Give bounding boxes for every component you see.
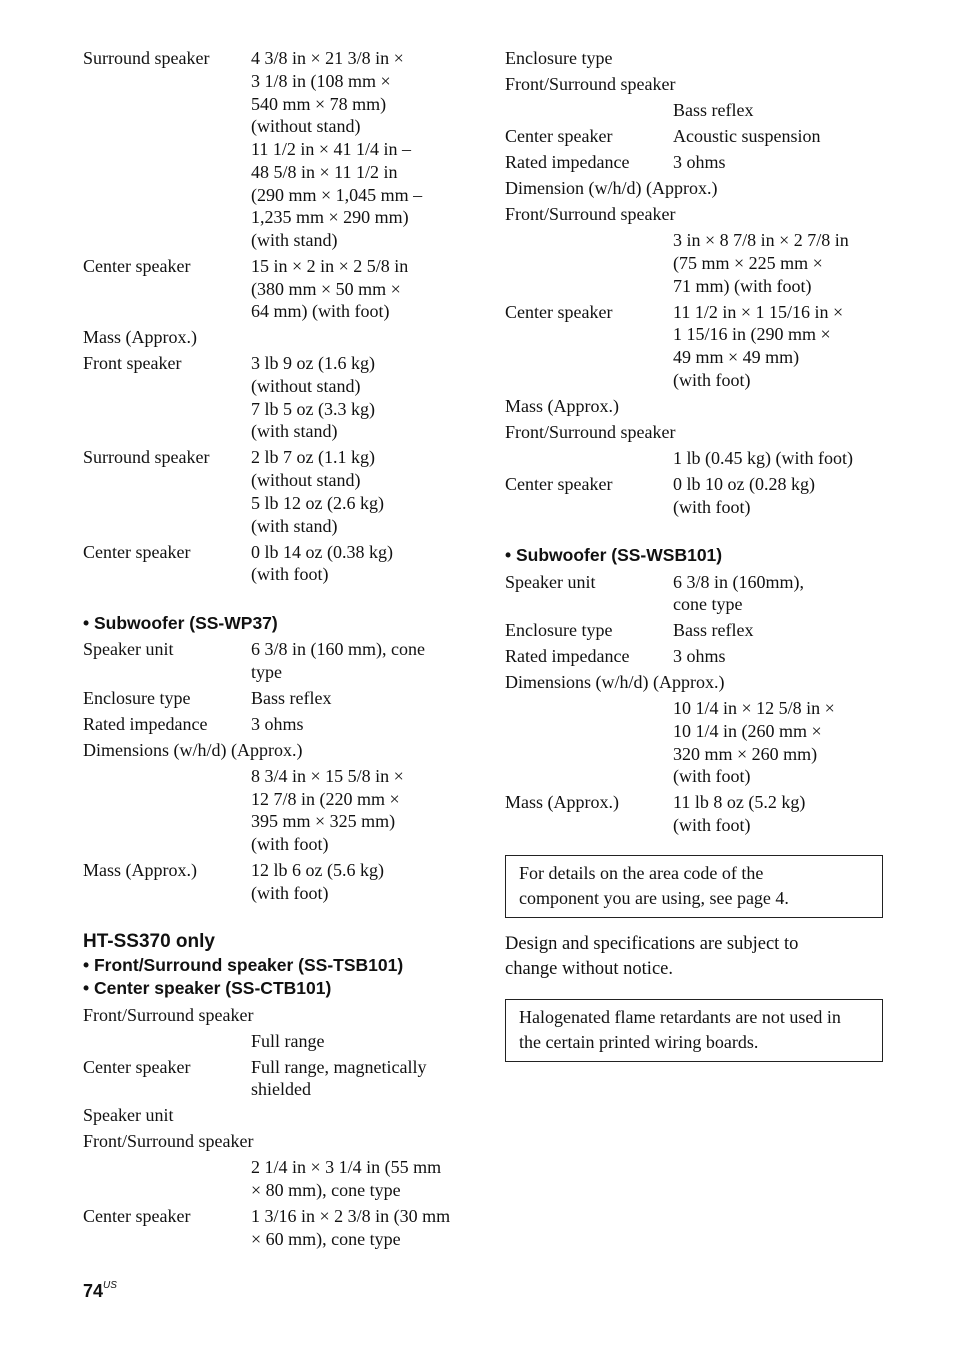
spec-value-line: 6 3/8 in (160mm), bbox=[673, 571, 804, 592]
spec-value-line: 71 mm) (with foot) bbox=[673, 275, 812, 296]
spec-label: Rated impedance bbox=[83, 713, 208, 734]
spec-label: Mass (Approx.) bbox=[83, 860, 197, 881]
spec-value-line: (with stand) bbox=[251, 421, 338, 442]
ht-ss370-heading: HT-SS370 only bbox=[83, 931, 215, 953]
spec-value-line: 10 1/4 in (260 mm × bbox=[673, 720, 822, 741]
spec-label: Rated impedance bbox=[505, 152, 630, 173]
spec-value-line: (with foot) bbox=[251, 834, 329, 855]
spec-value-line: (with stand) bbox=[251, 515, 338, 536]
front-surround-enclosure-value: Bass reflex bbox=[673, 100, 754, 121]
spec-value-line: (without stand) bbox=[251, 470, 361, 491]
spec-value bbox=[251, 859, 478, 904]
spec-value-line: (with foot) bbox=[251, 564, 329, 585]
front-surround-header: Front/Surround speaker bbox=[505, 74, 676, 95]
left-column bbox=[83, 44, 478, 1251]
spec-value bbox=[251, 1205, 478, 1250]
spec-value: 3 ohms bbox=[251, 713, 304, 734]
spec-label: Speaker unit bbox=[83, 639, 174, 660]
spec-value-line: cone type bbox=[673, 594, 743, 615]
page-number bbox=[83, 1281, 117, 1302]
spec-label: Front speaker bbox=[83, 353, 182, 374]
spec-value-line: (without stand) bbox=[251, 116, 361, 137]
wp37-dimensions-header: Dimensions (w/h/d) (Approx.) bbox=[83, 739, 303, 760]
spec-value-line: 1 15/16 in (290 mm × bbox=[673, 324, 831, 345]
spec-value-line: 12 7/8 in (220 mm × bbox=[251, 788, 400, 809]
note-line: the certain printed wiring boards. bbox=[519, 1031, 759, 1052]
right-column bbox=[505, 44, 895, 1062]
spec-value: Acoustic suspension bbox=[673, 126, 821, 147]
spec-wsb101-mass bbox=[505, 791, 895, 836]
spec-value-line: 8 3/4 in × 15 5/8 in × bbox=[251, 765, 404, 786]
spec-value bbox=[251, 541, 478, 586]
spec-value bbox=[673, 473, 895, 518]
spec-label: Center speaker bbox=[505, 126, 613, 147]
spec-value bbox=[251, 446, 478, 537]
spec-value-line: (without stand) bbox=[251, 376, 361, 397]
spec-value bbox=[673, 571, 895, 616]
spec-value-line: 3 lb 9 oz (1.6 kg) bbox=[251, 353, 375, 374]
spec-value-line: 10 1/4 in × 12 5/8 in × bbox=[673, 698, 835, 719]
notice-line: Design and specifications are subject to bbox=[505, 933, 799, 954]
front-surround-unit-value bbox=[83, 1156, 478, 1201]
spec-value: Bass reflex bbox=[251, 687, 332, 708]
section-spacer bbox=[505, 837, 895, 855]
spec-value-line: (with foot) bbox=[673, 766, 751, 787]
spec-value-line: 2 1/4 in × 3 1/4 in (55 mm bbox=[251, 1157, 442, 1178]
front-surround-header: Front/Surround speaker bbox=[83, 1004, 254, 1025]
section-spacer bbox=[505, 982, 895, 999]
spec-value bbox=[673, 301, 895, 392]
spec-value-line: 6 3/8 in (160 mm), cone bbox=[251, 639, 425, 660]
spec-value-line: (290 mm × 1,045 mm – bbox=[251, 184, 423, 205]
spec-center-dimension bbox=[505, 301, 895, 392]
spec-value bbox=[251, 638, 478, 683]
mass-header: Mass (Approx.) bbox=[83, 327, 197, 348]
area-code-note-box bbox=[505, 855, 883, 918]
section-spacer bbox=[505, 918, 895, 932]
dimension-header: Dimension (w/h/d) (Approx.) bbox=[505, 178, 718, 199]
front-surround-type-value: Full range bbox=[251, 1030, 325, 1051]
spec-value-line: 64 mm) (with foot) bbox=[251, 301, 390, 322]
spec-value bbox=[673, 791, 895, 836]
wsb101-dimensions-value bbox=[505, 697, 895, 788]
spec-value-line: type bbox=[251, 661, 282, 682]
spec-front-speaker-mass bbox=[83, 352, 478, 443]
spec-value bbox=[251, 1056, 478, 1101]
spec-center-enclosure bbox=[505, 125, 895, 148]
spec-value-line: 11 1/2 in × 41 1/4 in – bbox=[251, 139, 411, 160]
spec-value-line: 5 lb 12 oz (2.6 kg) bbox=[251, 492, 384, 513]
spec-label: Enclosure type bbox=[83, 687, 191, 708]
center-ss-ctb101-title: • Center speaker (SS-CTB101) bbox=[83, 978, 332, 999]
spec-value-line: (with foot) bbox=[673, 815, 751, 836]
spec-center-speaker-type bbox=[83, 1056, 478, 1101]
front-surround-mass-value: 1 lb (0.45 kg) (with foot) bbox=[673, 447, 853, 468]
spec-label: Mass (Approx.) bbox=[505, 792, 619, 813]
spec-value-line: 1,235 mm × 290 mm) bbox=[251, 207, 409, 228]
spec-value: 3 ohms bbox=[673, 646, 726, 667]
spec-wp37-enclosure bbox=[83, 687, 478, 710]
note-line: component you are using, see page 4. bbox=[519, 887, 789, 908]
spec-value-line: (75 mm × 225 mm × bbox=[673, 253, 823, 273]
spec-value-line: 0 lb 10 oz (0.28 kg) bbox=[673, 473, 815, 494]
front-surround-ss-tsb101-title: • Front/Surround speaker (SS-TSB101) bbox=[83, 955, 404, 976]
spec-value-line: 11 lb 8 oz (5.2 kg) bbox=[673, 792, 806, 813]
spec-value-line: 11 1/2 in × 1 15/16 in × bbox=[673, 301, 844, 322]
spec-value-line: (with stand) bbox=[251, 229, 338, 250]
spec-wsb101-speaker-unit bbox=[505, 571, 895, 616]
halogen-note-box bbox=[505, 999, 883, 1062]
spec-value: 3 ohms bbox=[673, 152, 726, 173]
spec-label: Center speaker bbox=[83, 1056, 191, 1077]
spec-value bbox=[251, 255, 478, 323]
design-notice bbox=[505, 932, 895, 982]
spec-value-line: 48 5/8 in × 11 1/2 in bbox=[251, 161, 398, 182]
wp37-dimensions-value bbox=[83, 765, 478, 856]
spec-center-mass bbox=[505, 473, 895, 518]
spec-value: Bass reflex bbox=[673, 620, 754, 641]
section-spacer bbox=[83, 586, 478, 612]
spec-value bbox=[251, 352, 478, 443]
spec-surround-speaker-mass bbox=[83, 446, 478, 537]
spec-value-line: 0 lb 14 oz (0.38 kg) bbox=[251, 541, 393, 562]
spec-label: Center speaker bbox=[83, 1206, 191, 1227]
spec-value-line: 2 lb 7 oz (1.1 kg) bbox=[251, 447, 375, 468]
spec-value-line: (with foot) bbox=[673, 496, 751, 517]
note-line: For details on the area code of the bbox=[519, 862, 764, 883]
spec-value-line: × 60 mm), cone type bbox=[251, 1228, 401, 1249]
spec-wsb101-impedance bbox=[505, 645, 895, 668]
spec-label: Center speaker bbox=[505, 473, 613, 494]
page-number-value: 74 bbox=[83, 1281, 104, 1301]
spec-label: Center speaker bbox=[83, 541, 191, 562]
note-line: Halogenated flame retardants are not used in bbox=[519, 1006, 841, 1027]
spec-surround-speaker-dimensions bbox=[83, 47, 478, 251]
speaker-unit-header: Speaker unit bbox=[83, 1105, 174, 1126]
spec-center-speaker-unit bbox=[83, 1205, 478, 1250]
spec-value-line: 3 1/8 in (108 mm × bbox=[251, 71, 391, 91]
notice-line: change without notice. bbox=[505, 958, 673, 979]
spec-value-line: 320 mm × 260 mm) bbox=[673, 743, 818, 764]
spec-label: Enclosure type bbox=[505, 620, 613, 641]
spec-center-speaker-dimensions bbox=[83, 255, 478, 323]
spec-value-line: shielded bbox=[251, 1079, 311, 1100]
front-surround-header: Front/Surround speaker bbox=[83, 1131, 254, 1152]
page-region-suffix: US bbox=[103, 1280, 117, 1291]
front-surround-header: Front/Surround speaker bbox=[505, 204, 676, 225]
spec-value-line: 4 3/8 in × 21 3/8 in × bbox=[251, 48, 404, 69]
front-surround-header: Front/Surround speaker bbox=[505, 421, 676, 442]
spec-label: Surround speaker bbox=[83, 447, 210, 468]
spec-value-line: Full range, magnetically bbox=[251, 1056, 427, 1077]
spec-value-line: 395 mm × 325 mm) bbox=[251, 811, 396, 832]
spec-value-line: 1 3/16 in × 2 3/8 in (30 mm bbox=[251, 1206, 451, 1227]
spec-wp37-mass bbox=[83, 859, 478, 904]
enclosure-type-header: Enclosure type bbox=[505, 48, 613, 69]
front-surround-dimension-value bbox=[505, 229, 895, 297]
subwoofer-ss-wsb101-title: • Subwoofer (SS-WSB101) bbox=[505, 545, 723, 566]
spec-value-line: × 80 mm), cone type bbox=[251, 1180, 401, 1201]
spec-label: Rated impedance bbox=[505, 646, 630, 667]
wsb101-dimensions-header: Dimensions (w/h/d) (Approx.) bbox=[505, 672, 725, 693]
spec-value-line: 15 in × 2 in × 2 5/8 in bbox=[251, 255, 409, 276]
section-spacer bbox=[505, 518, 895, 544]
spec-label: Speaker unit bbox=[505, 571, 596, 592]
spec-rated-impedance bbox=[505, 151, 895, 174]
spec-center-speaker-mass bbox=[83, 541, 478, 586]
spec-value-line: (with foot) bbox=[673, 369, 751, 390]
section-spacer bbox=[83, 904, 478, 930]
spec-wp37-speaker-unit bbox=[83, 638, 478, 683]
spec-value-line: (with foot) bbox=[251, 882, 329, 903]
spec-value-line: 3 in × 8 7/8 in × 2 7/8 in bbox=[673, 230, 849, 251]
spec-wp37-impedance bbox=[83, 713, 478, 736]
spec-value bbox=[251, 47, 478, 251]
spec-value-line: (380 mm × 50 mm × bbox=[251, 278, 401, 299]
subwoofer-ss-wp37-title: • Subwoofer (SS-WP37) bbox=[83, 612, 278, 633]
spec-label: Surround speaker bbox=[83, 48, 210, 69]
spec-value-line: 540 mm × 78 mm) bbox=[251, 93, 387, 114]
spec-value-line: 49 mm × 49 mm) bbox=[673, 347, 800, 368]
spec-label: Center speaker bbox=[83, 255, 191, 276]
spec-wsb101-enclosure bbox=[505, 619, 895, 642]
spec-label: Center speaker bbox=[505, 301, 613, 322]
spec-value-line: 7 lb 5 oz (3.3 kg) bbox=[251, 398, 375, 419]
mass-header: Mass (Approx.) bbox=[505, 395, 619, 416]
spec-value-line: 12 lb 6 oz (5.6 kg) bbox=[251, 860, 384, 881]
